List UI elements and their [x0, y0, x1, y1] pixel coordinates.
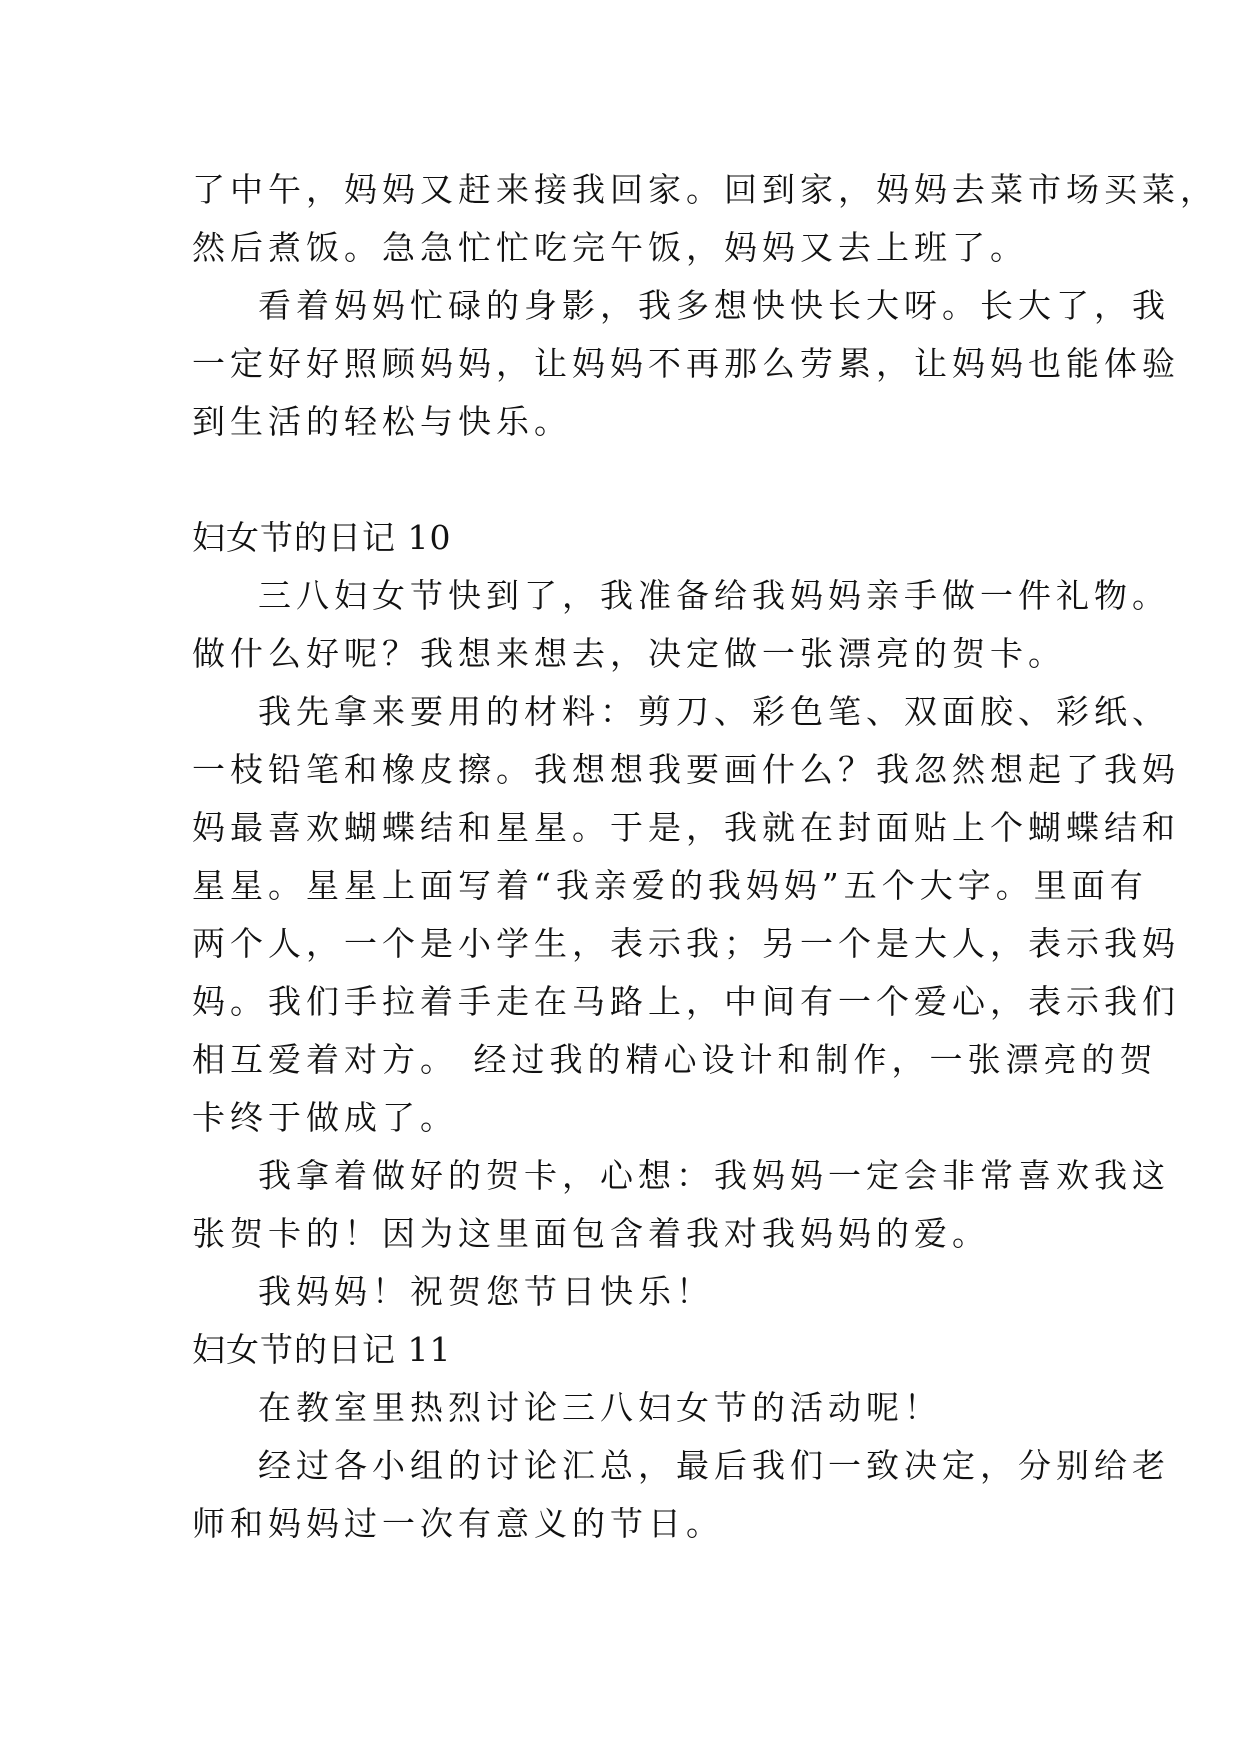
paragraph-line: 经过各小组的讨论汇总，最后我们一致决定，分别给老	[258, 1446, 1170, 1485]
paragraph-line: 然后煮饭。急急忙忙吃完午饭，妈妈又去上班了。	[192, 228, 1028, 267]
paragraph-line: 张贺卡的！因为这里面包含着我对我妈妈的爱。	[192, 1214, 990, 1253]
section-heading: 妇女节的日记 10	[192, 518, 452, 557]
paragraph-line: 我妈妈！祝贺您节日快乐！	[258, 1272, 714, 1311]
paragraph-line: 一定好好照顾妈妈，让妈妈不再那么劳累，让妈妈也能体验	[192, 344, 1180, 383]
paragraph-line: 妈最喜欢蝴蝶结和星星。于是，我就在封面贴上个蝴蝶结和	[192, 808, 1180, 847]
paragraph-line: 我先拿来要用的材料：剪刀、彩色笔、双面胶、彩纸、	[258, 692, 1170, 731]
paragraph-line: 看着妈妈忙碌的身影，我多想快快长大呀。长大了，我	[258, 286, 1170, 325]
paragraph-line: 在教室里热烈讨论三八妇女节的活动呢！	[258, 1388, 942, 1427]
paragraph-line: 相互爱着对方。 经过我的精心设计和制作，一张漂亮的贺	[192, 1040, 1158, 1079]
paragraph-line: 卡终于做成了。	[192, 1098, 458, 1137]
paragraph-line: 三八妇女节快到了，我准备给我妈妈亲手做一件礼物。	[258, 576, 1170, 615]
paragraph-line: 星星。星星上面写着“我亲爱的我妈妈”五个大字。里面有	[192, 866, 1148, 905]
paragraph-line: 做什么好呢？我想来想去，决定做一张漂亮的贺卡。	[192, 634, 1066, 673]
paragraph-line: 了中午，妈妈又赶来接我回家。回到家，妈妈去菜市场买菜，	[192, 170, 1218, 209]
section-heading: 妇女节的日记 11	[192, 1330, 452, 1369]
paragraph-line: 到生活的轻松与快乐。	[192, 402, 572, 441]
paragraph-line: 师和妈妈过一次有意义的节日。	[192, 1504, 724, 1543]
paragraph-line: 两个人，一个是小学生，表示我；另一个是大人，表示我妈	[192, 924, 1180, 963]
paragraph-line: 我拿着做好的贺卡，心想：我妈妈一定会非常喜欢我这	[258, 1156, 1170, 1195]
paragraph-line: 妈。我们手拉着手走在马路上，中间有一个爱心，表示我们	[192, 982, 1180, 1021]
paragraph-line: 一枝铅笔和橡皮擦。我想想我要画什么？我忽然想起了我妈	[192, 750, 1180, 789]
